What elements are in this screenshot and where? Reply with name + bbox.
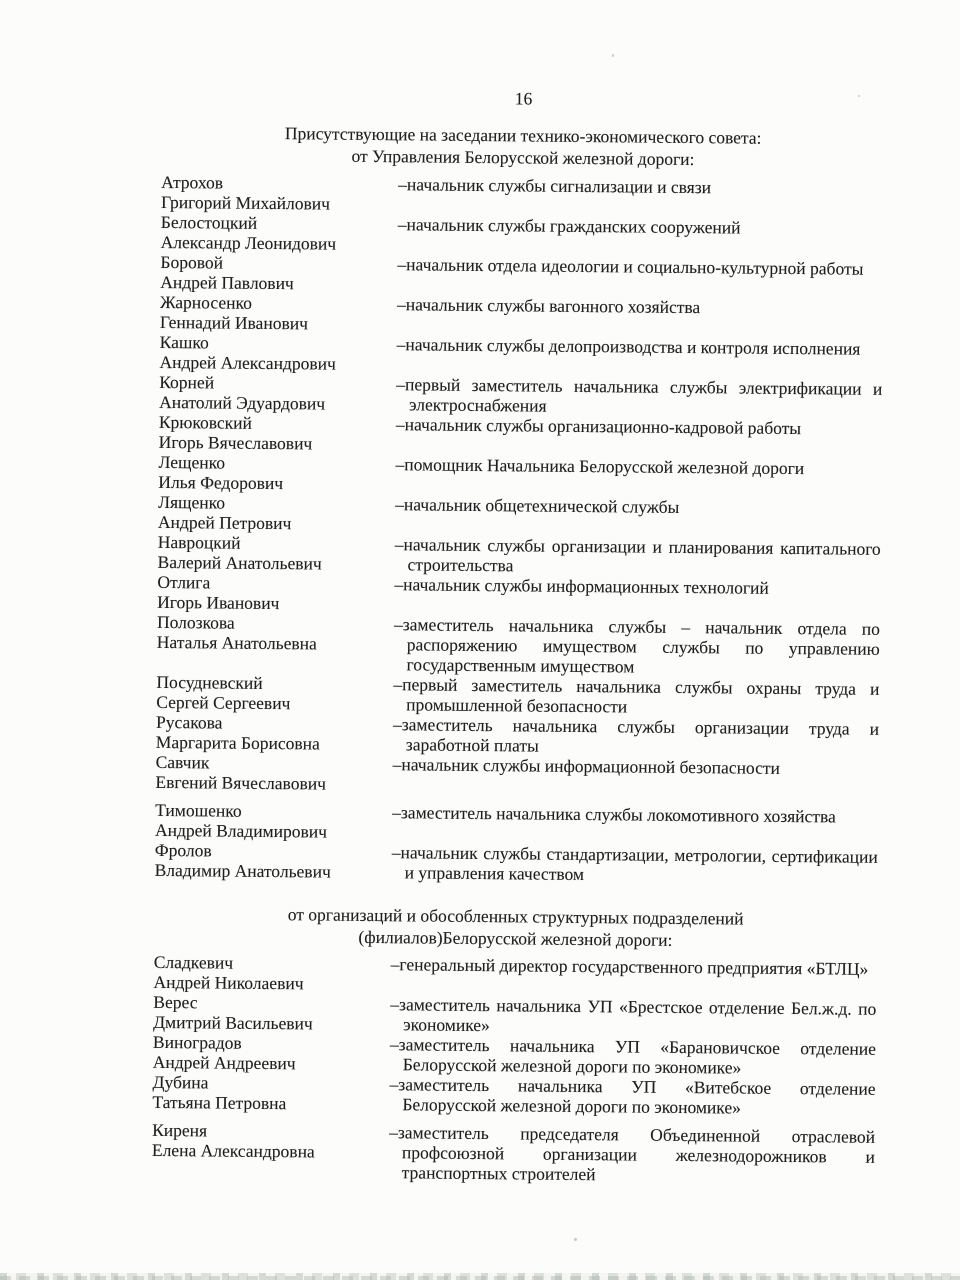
attendee-row bbox=[160, 292, 883, 339]
attendee-position: –начальник службы организации и планирования капитального строительства bbox=[394, 534, 881, 576]
attendee-surname: Киреня bbox=[152, 1119, 208, 1141]
attendee-name bbox=[155, 800, 392, 842]
section2-title-line2: (филиалов)Белорусской железной дороги: bbox=[358, 926, 673, 950]
attendee-row bbox=[157, 532, 880, 579]
attendee-fullname: Валерий Анатольевич bbox=[157, 551, 322, 574]
attendee-fullname: Андрей Александрович bbox=[159, 351, 336, 374]
attendee-row bbox=[152, 1072, 875, 1119]
attendee-position: –заместитель начальника службы организации труда и заработной платы bbox=[392, 714, 880, 756]
attendee-name bbox=[157, 572, 394, 614]
attendee-surname: Кашко bbox=[159, 331, 209, 353]
attendee-name bbox=[160, 252, 397, 294]
attendee-position: –заместитель начальника службы локомотивного хозяйства bbox=[392, 802, 836, 827]
attendee-fullname: Геннадий Иванович bbox=[159, 311, 309, 334]
attendee-row bbox=[155, 752, 878, 799]
attendee-fullname: Анатолий Эдуардович bbox=[159, 391, 326, 414]
attendee-row bbox=[159, 372, 882, 419]
attendee-surname: Отлига bbox=[157, 571, 211, 593]
attendee-row bbox=[158, 492, 881, 539]
attendee-fullname: Татьяна Петровна bbox=[152, 1091, 287, 1114]
attendee-position: –начальник службы информационных технологий bbox=[394, 574, 769, 598]
attendee-surname: Атрохов bbox=[161, 171, 224, 193]
attendee-row bbox=[155, 800, 878, 847]
attendee-name bbox=[152, 1072, 389, 1114]
attendee-surname: Сладкевич bbox=[153, 951, 234, 973]
attendee-position: –генеральный директор государственного предприятия «БТЛЦ» bbox=[390, 954, 869, 979]
attendee-fullname: Елена Александровна bbox=[151, 1139, 315, 1162]
attendee-fullname: Наталья Анатольевна bbox=[156, 631, 317, 654]
attendee-fullname: Андрей Николаевич bbox=[153, 971, 304, 994]
attendee-position: –начальник службы стандартизации, метрологии, сертификации и управления качеством bbox=[391, 842, 878, 885]
attendee-position: –начальник службы информационной безопасности bbox=[392, 754, 781, 778]
attendee-position: –начальник общетехнической службы bbox=[395, 494, 680, 517]
attendee-position: –первый заместитель начальника службы охраны труда и промышленной безопасности bbox=[393, 674, 880, 717]
attendee-name bbox=[158, 452, 395, 494]
attendee-fullname: Евгений Вячеславович bbox=[155, 771, 327, 794]
attendee-fullname: Илья Федорович bbox=[158, 471, 284, 494]
attendee-name bbox=[157, 612, 395, 674]
attendee-fullname: Андрей Андреевич bbox=[152, 1051, 296, 1074]
attendee-position: –заместитель председателя Объединенной отраслевой профсоюзной организации железнодорожников и транспортных строителей bbox=[389, 1122, 876, 1185]
attendee-name bbox=[160, 292, 397, 334]
attendee-fullname: Григорий Михайлович bbox=[160, 191, 331, 214]
attendee-name bbox=[156, 712, 393, 754]
attendee-surname: Лещенко bbox=[158, 451, 226, 473]
attendee-name bbox=[158, 492, 395, 534]
attendee-row bbox=[160, 252, 883, 299]
attendee-surname: Виноградов bbox=[152, 1031, 242, 1053]
attendee-surname: Полозкова bbox=[156, 611, 235, 633]
attendee-position: –первый заместитель начальника службы электрификации и электроснабжения bbox=[396, 374, 883, 416]
attendee-surname: Лященко bbox=[158, 491, 226, 513]
scan-speck bbox=[574, 1238, 577, 1241]
section1-title-line1: Присутствующие на заседании технико-экономического совета: bbox=[284, 123, 762, 148]
attendee-position: –начальник отдела идеологии и социально-культурной работы bbox=[397, 254, 864, 279]
attendee-name bbox=[161, 172, 398, 214]
attendee-name bbox=[156, 672, 393, 714]
attendee-position: –начальник службы гражданских сооружений bbox=[397, 214, 741, 238]
attendee-surname: Боровой bbox=[160, 251, 224, 273]
attendee-name bbox=[159, 332, 396, 374]
attendee-name bbox=[161, 212, 398, 254]
attendee-surname: Дубина bbox=[152, 1071, 209, 1093]
attendee-row bbox=[161, 172, 884, 219]
attendee-row bbox=[153, 992, 876, 1039]
attendee-row bbox=[159, 412, 882, 459]
attendee-fullname: Дмитрий Васильевич bbox=[153, 1011, 313, 1034]
attendee-row bbox=[156, 712, 879, 759]
attendee-row bbox=[157, 572, 880, 619]
attendee-name bbox=[157, 532, 394, 574]
scan-speck bbox=[858, 95, 860, 97]
attendee-fullname: Андрей Павлович bbox=[160, 271, 294, 294]
page-number: 16 bbox=[514, 88, 533, 109]
attendee-name bbox=[159, 412, 396, 454]
section1-title bbox=[161, 121, 884, 172]
attendee-row bbox=[153, 1032, 876, 1079]
attendee-fullname: Сергей Сергеевич bbox=[156, 691, 291, 714]
attendee-fullname: Андрей Петрович bbox=[157, 511, 292, 534]
attendee-surname: Белостоцкий bbox=[160, 211, 258, 233]
attendee-position: –начальник службы организационно-кадровой работы bbox=[395, 414, 802, 439]
attendee-surname: Навроцкий bbox=[157, 531, 241, 553]
section2-title-line1: от организаций и обособленных структурных подразделений bbox=[287, 904, 744, 929]
attendee-surname: Крюковский bbox=[158, 411, 253, 433]
attendee-row bbox=[161, 212, 884, 259]
attendee-row bbox=[152, 1120, 876, 1187]
section2-title bbox=[154, 902, 877, 953]
attendee-fullname: Игорь Вячеславович bbox=[158, 431, 313, 454]
attendee-position: –заместитель начальника УП «Витебское отделение Белорусской железной дороги по экономике» bbox=[389, 1074, 876, 1118]
attendee-fullname: Игорь Иванович bbox=[157, 591, 280, 614]
attendee-name bbox=[153, 992, 390, 1034]
attendee-name bbox=[153, 1032, 390, 1074]
attendee-position: –помощник Начальника Белорусской железной дороги bbox=[395, 454, 805, 479]
attendee-row bbox=[157, 612, 881, 679]
attendee-position: –заместитель начальника УП «Барановичское отделение Белорусской железной дороги по экономике» bbox=[389, 1034, 877, 1078]
attendee-surname: Корней bbox=[159, 371, 215, 393]
attendee-row bbox=[159, 332, 882, 379]
section1-title-line2: от Управления Белорусской железной дороги: bbox=[351, 145, 695, 170]
attendee-surname: Савчик bbox=[155, 751, 210, 773]
attendee-row bbox=[153, 952, 876, 999]
scan-speck bbox=[612, 54, 614, 57]
attendee-surname: Тимошенко bbox=[155, 799, 242, 821]
attendee-name bbox=[153, 952, 390, 994]
attendee-fullname: Владимир Анатольевич bbox=[154, 859, 331, 882]
attendee-position: –заместитель начальника службы – начальник отдела по распоряжению имуществом службы по управлению государственным имуществом bbox=[393, 614, 881, 677]
attendee-surname: Посудневский bbox=[156, 671, 263, 693]
attendee-surname: Фролов bbox=[154, 839, 212, 861]
attendee-row bbox=[155, 840, 878, 887]
attendee-position: –начальник службы вагонного хозяйства bbox=[396, 294, 701, 318]
attendee-position: –заместитель начальника УП «Брестское отделение Бел.ж.д. по экономике» bbox=[390, 994, 877, 1036]
attendee-surname: Жарносенко bbox=[159, 291, 252, 313]
attendee-name bbox=[152, 1120, 390, 1182]
attendee-name bbox=[155, 752, 392, 794]
attendee-name bbox=[159, 372, 396, 414]
scanner-edge-artifact bbox=[0, 1273, 960, 1280]
attendee-surname: Русакова bbox=[155, 711, 223, 733]
attendee-name bbox=[155, 840, 392, 882]
attendee-position: –начальник службы сигнализации и связи bbox=[398, 174, 712, 198]
attendee-row bbox=[156, 672, 879, 719]
attendee-fullname: Маргарита Борисовна bbox=[155, 731, 320, 754]
attendee-surname: Верес bbox=[153, 991, 198, 1013]
attendee-fullname: Александр Леонидович bbox=[160, 231, 337, 254]
attendee-position: –начальник службы делопроизводства и контроля исполнения bbox=[396, 334, 861, 359]
attendee-fullname: Андрей Владимирович bbox=[154, 819, 328, 842]
attendee-row bbox=[158, 452, 881, 499]
